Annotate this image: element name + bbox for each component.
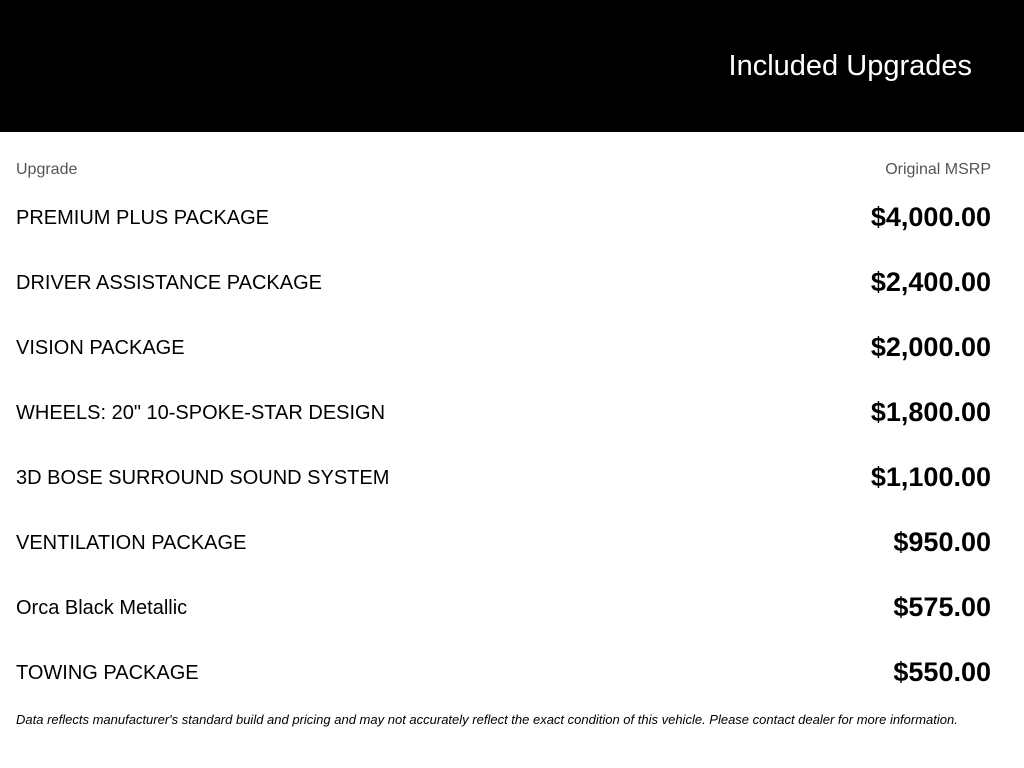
upgrade-name: PREMIUM PLUS PACKAGE [16,207,270,229]
upgrade-row [16,575,991,640]
upgrade-price: $4,000.00 [870,202,991,232]
upgrade-row [16,250,991,315]
upgrade-name: 3D BOSE SURROUND SOUND SYSTEM [16,467,390,489]
column-header-upgrade: Upgrade [16,161,78,178]
upgrade-row [16,380,991,445]
column-headers [16,160,991,180]
upgrade-price: $550.00 [893,657,991,687]
upgrade-price: $1,100.00 [870,462,991,492]
upgrade-row [16,640,991,705]
upgrade-row [16,510,991,575]
upgrade-name: TOWING PACKAGE [16,662,199,684]
disclaimer-text: Data reflects manufacturer's standard build and pricing and may not accurately reflect the exact condition of this vehicle. Please contact dealer for more information. [16,712,958,727]
upgrade-name: VISION PACKAGE [16,337,185,359]
header-banner [0,0,1024,132]
upgrade-name: WHEELS: 20" 10-SPOKE-STAR DESIGN [16,402,386,424]
column-header-msrp: Original MSRP [885,161,991,178]
upgrade-price: $950.00 [893,527,991,557]
upgrade-name: Orca Black Metallic [16,597,188,619]
upgrade-price: $575.00 [893,592,991,622]
upgrade-name: VENTILATION PACKAGE [16,532,247,554]
upgrade-list [16,185,991,705]
upgrade-row [16,315,991,380]
upgrade-price: $1,800.00 [870,397,991,427]
page-title: Included Upgrades [728,50,972,82]
upgrade-price: $2,400.00 [870,267,991,297]
upgrade-row [16,185,991,250]
upgrade-row [16,445,991,510]
upgrade-price: $2,000.00 [870,332,991,362]
upgrade-name: DRIVER ASSISTANCE PACKAGE [16,272,323,294]
